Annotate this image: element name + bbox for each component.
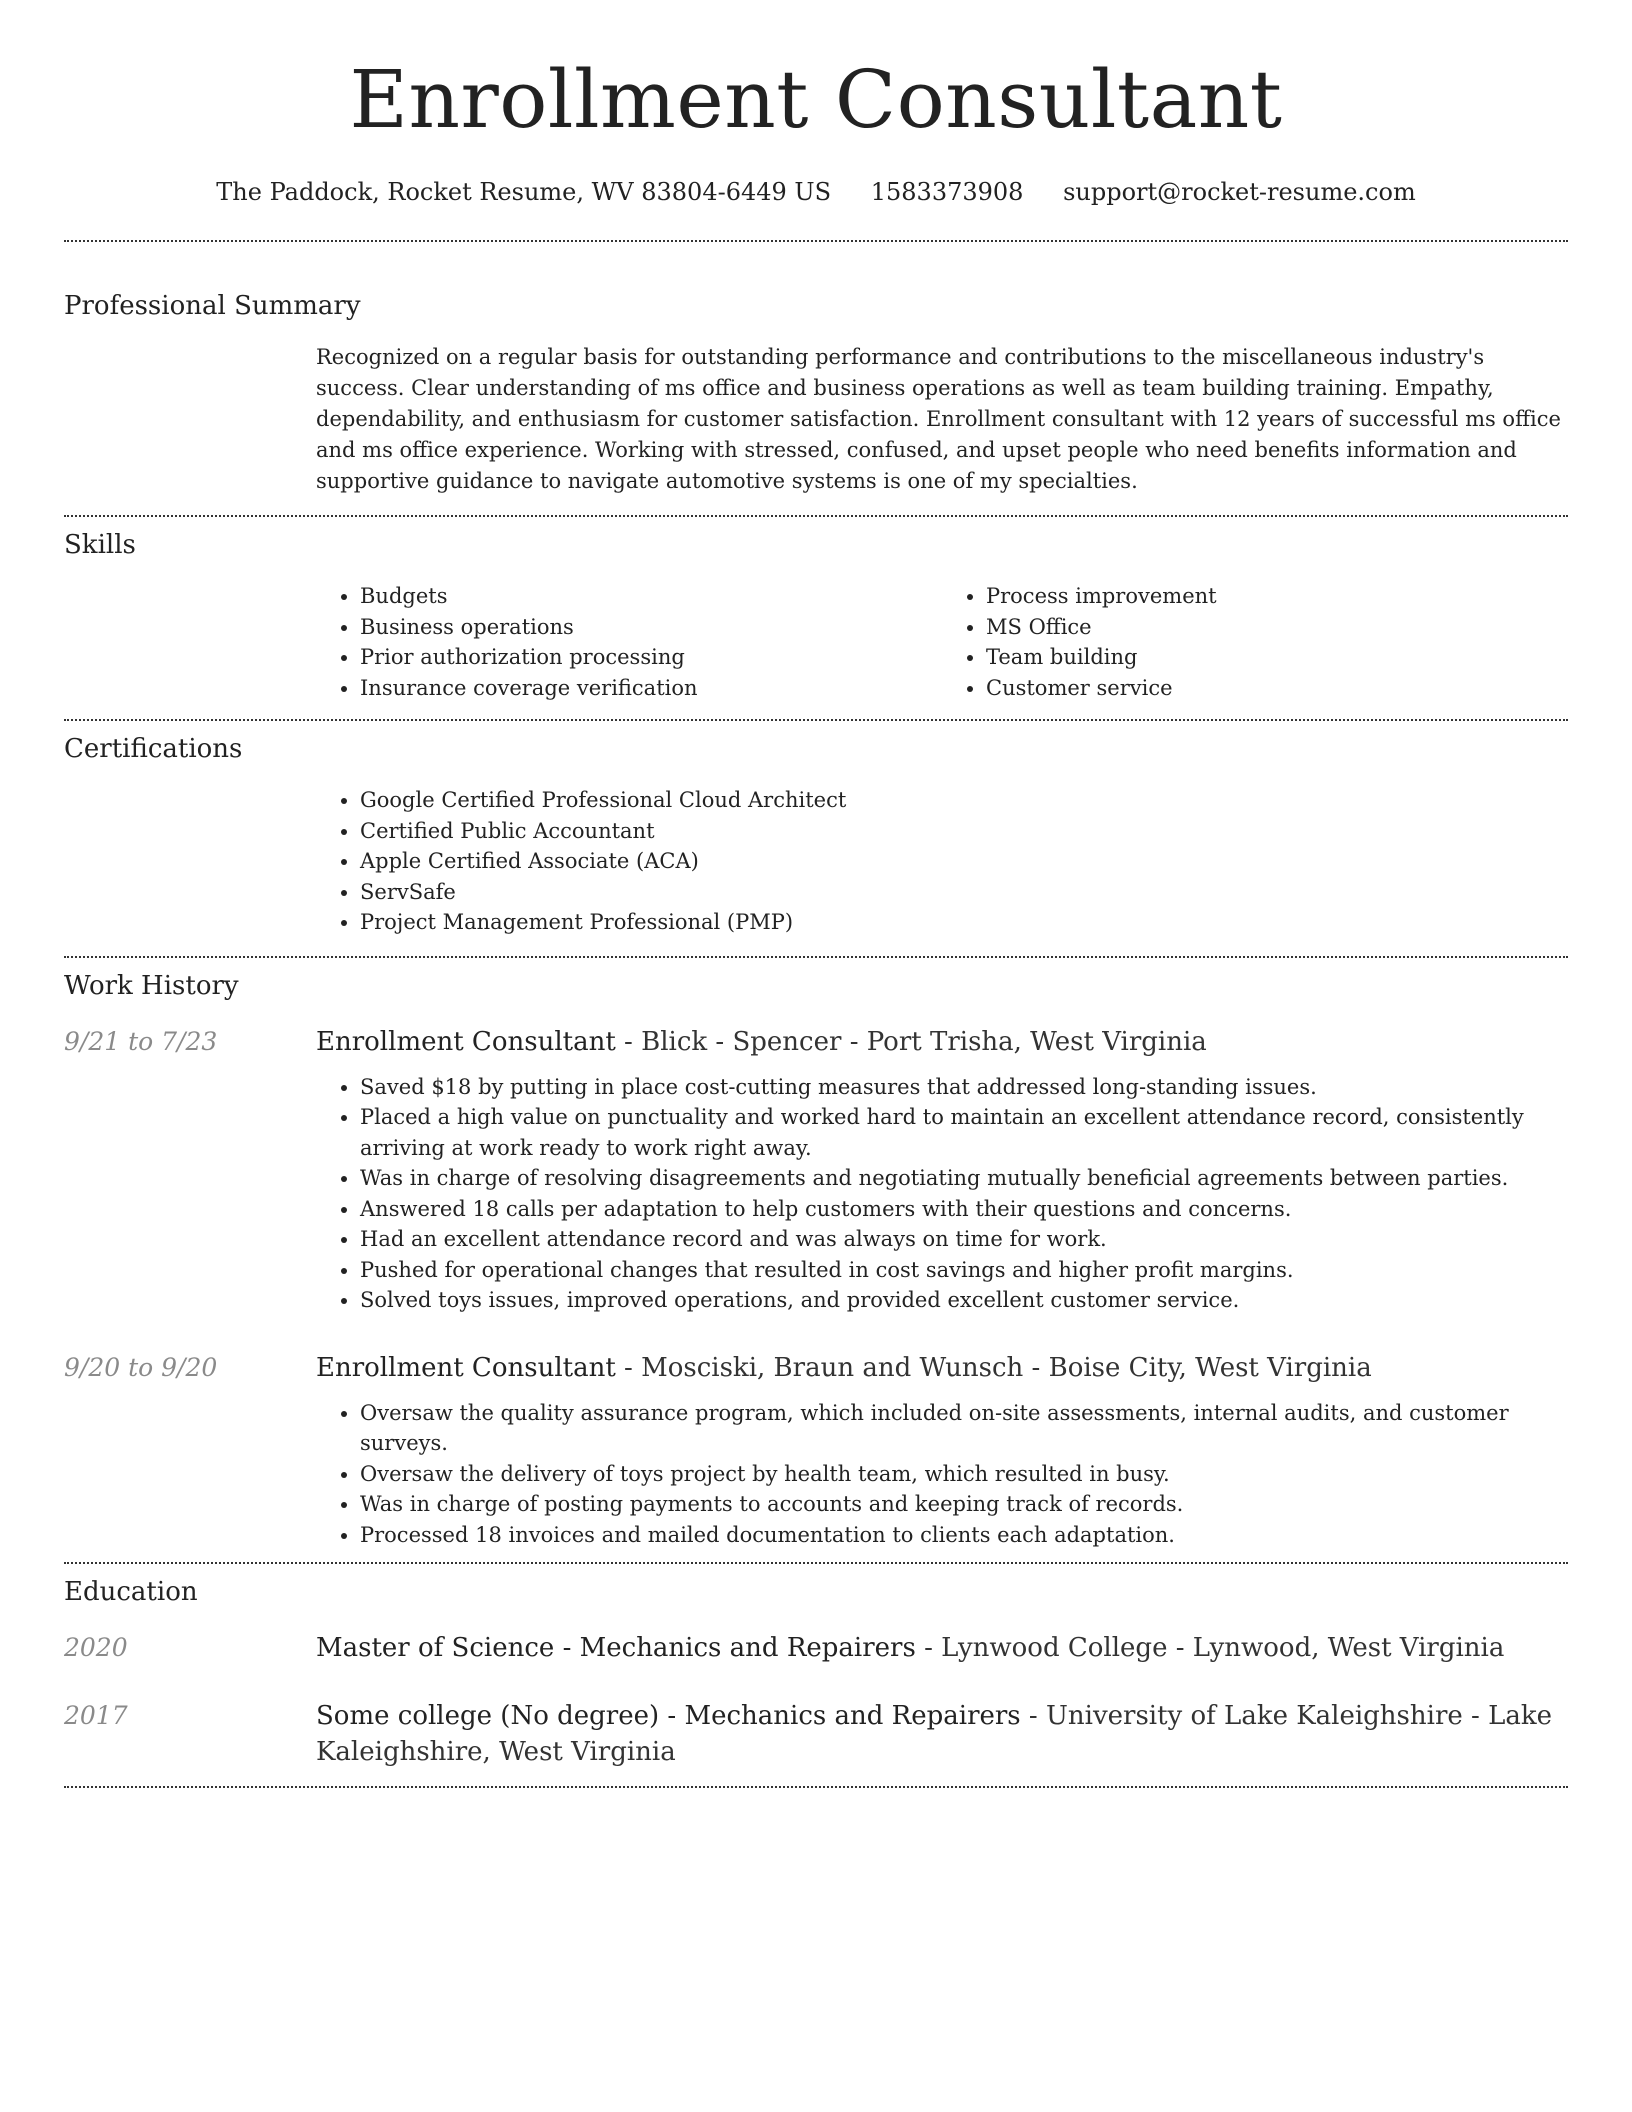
job-details: - Mosciski, Braun and Wunsch - Boise City, West Virginia — [615, 1352, 1372, 1383]
education-details: - Lynwood College - Lynwood, West Virginia — [915, 1633, 1505, 1663]
job-heading — [316, 1024, 1568, 1060]
job-entry — [64, 1350, 1568, 1551]
job-bullet: • Was in charge of resolving disagreements and negotiating mutually beneficial agreements between parties. — [360, 1163, 1568, 1194]
job-bullet: • Answered 18 calls per adaptation to help customers with their questions and concerns. — [360, 1194, 1568, 1225]
job-bullet: • Saved $18 by putting in place cost-cutting measures that addressed long-standing issues. — [360, 1072, 1568, 1103]
job-dates: 9/20 to 9/20 — [64, 1352, 218, 1382]
job-body — [316, 1024, 1568, 1316]
job-dates: 9/21 to 7/23 — [64, 1026, 218, 1056]
skills-title: Skills — [64, 530, 136, 560]
education-entry — [64, 1630, 1568, 1666]
certifications-content — [316, 785, 1568, 938]
job-bullet: • Oversaw the quality assurance program, which included on-site assessments, internal audits, and customer surveys. — [360, 1398, 1568, 1459]
summary-title: Professional Summary — [64, 291, 361, 321]
skill-item: • Business operations — [360, 612, 942, 643]
skill-item: • Process improvement — [986, 581, 1568, 612]
education-heading — [316, 1698, 1568, 1770]
skill-item: • Team building — [986, 642, 1568, 673]
contact-email: support@rocket-resume.com — [1063, 178, 1416, 206]
certifications-list — [316, 785, 1568, 938]
job-bullet: • Had an excellent attendance record and was always on time for work. — [360, 1224, 1568, 1255]
work-section — [64, 958, 1568, 1551]
education-heading — [316, 1630, 1568, 1666]
certification-item: • Certified Public Accountant — [360, 816, 1568, 847]
skill-item: • Budgets — [360, 581, 942, 612]
certification-item: • Apple Certified Associate (ACA) — [360, 846, 1568, 877]
job-body — [316, 1350, 1568, 1551]
skill-item: • Insurance coverage verification — [360, 673, 942, 704]
contact-phone: 1583373908 — [870, 178, 1024, 206]
job-heading — [316, 1350, 1568, 1386]
summary-content — [316, 342, 1568, 497]
job-bullets — [316, 1398, 1568, 1551]
certification-item: • Google Certified Professional Cloud Architect — [360, 785, 1568, 816]
education-degree: Some college (No degree) - Mechanics and Repairers — [316, 1701, 1021, 1731]
skill-item: • MS Office — [986, 612, 1568, 643]
education-entry — [64, 1698, 1568, 1770]
education-degree: Master of Science - Mechanics and Repairers — [316, 1633, 916, 1663]
job-bullets — [316, 1072, 1568, 1316]
skills-list-right — [942, 581, 1568, 703]
job-entry — [64, 1024, 1568, 1316]
job-bullet: • Processed 18 invoices and mailed documentation to clients each adaptation. — [360, 1520, 1568, 1551]
skills-section — [64, 517, 1568, 703]
skill-item: • Customer service — [986, 673, 1568, 704]
contact-address: The Paddock, Rocket Resume, WV 83804-6449 US — [216, 178, 832, 206]
certification-item: • ServSafe — [360, 877, 1568, 908]
job-bullet: • Placed a high value on punctuality and worked hard to maintain an excellent attendance record, consistently arriving at work ready to work right away. — [360, 1102, 1568, 1163]
education-details: - University of Lake Kaleighshire - Lake Kaleighshire, West Virginia — [316, 1701, 1552, 1767]
summary-section — [64, 242, 1568, 497]
education-year: 2017 — [64, 1701, 128, 1730]
certifications-title: Certifications — [64, 734, 243, 764]
education-year: 2020 — [64, 1633, 128, 1662]
job-role: Enrollment Consultant — [316, 1352, 616, 1383]
divider — [64, 1786, 1568, 1788]
candidate-name: Enrollment Consultant — [349, 53, 1283, 146]
job-bullet: • Solved toys issues, improved operations, and provided excellent customer service. — [360, 1285, 1568, 1316]
job-bullet: • Oversaw the delivery of toys project by health team, which resulted in busy. — [360, 1459, 1568, 1490]
job-bullet: • Was in charge of posting payments to accounts and keeping track of records. — [360, 1489, 1568, 1520]
education-title: Education — [64, 1577, 198, 1607]
certifications-section — [64, 721, 1568, 938]
skills-grid — [316, 581, 1568, 703]
job-role: Enrollment Consultant — [316, 1026, 616, 1057]
education-section — [64, 1564, 1568, 1770]
contact-line — [64, 176, 1568, 208]
summary-text: Recognized on a regular basis for outstanding performance and contributions to the miscellaneous industry's success. Clear understanding of ms office and business operations as well as team building training. Empathy, dependability, and enthusiasm for customer satisfaction. Enrollment consultant with 12 years of successful ms office and ms office experience. Working with stressed, confused, and upset people who need benefits information and supportive guidance to navigate automotive systems is one of my specialties. — [316, 345, 1561, 493]
job-bullet: • Pushed for operational changes that resulted in cost savings and higher profit margins. — [360, 1255, 1568, 1286]
job-details: - Blick - Spencer - Port Trisha, West Virginia — [615, 1026, 1207, 1057]
work-title: Work History — [64, 970, 239, 1001]
skills-list-left — [316, 581, 942, 703]
skill-item: • Prior authorization processing — [360, 642, 942, 673]
certification-item: • Project Management Professional (PMP) — [360, 907, 1568, 938]
